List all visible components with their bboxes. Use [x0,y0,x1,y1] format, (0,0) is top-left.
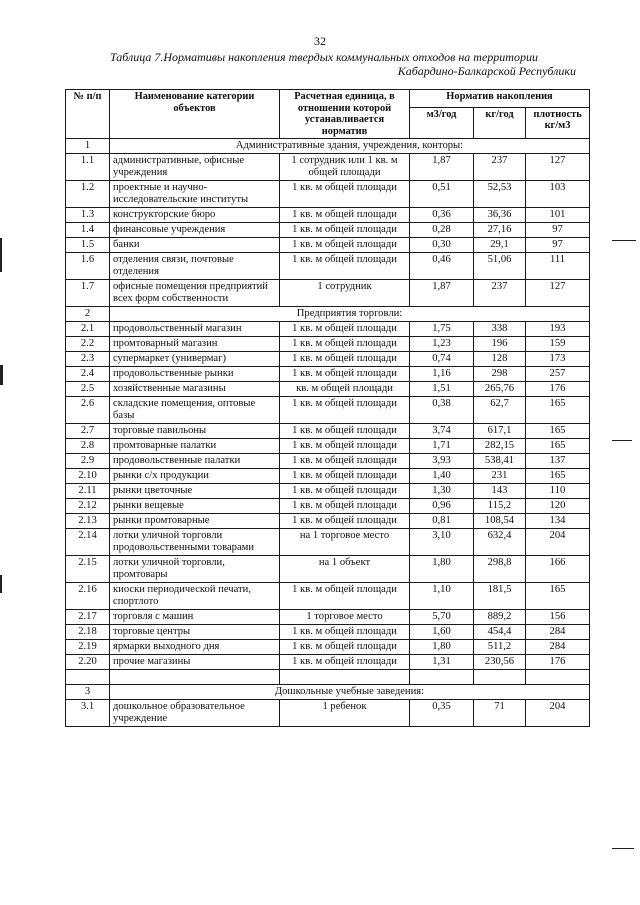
row-m3: 1,40 [410,469,474,484]
row-kg: 338 [474,322,526,337]
row-unit: 1 кв. м общей площади [280,367,410,382]
scan-edge-mark [0,365,3,385]
table-row [66,352,590,367]
section-num: 3 [66,685,110,700]
table-row [66,514,590,529]
row-density: 110 [526,484,590,499]
page-number: 32 [314,34,326,48]
row-name: продовольственные рынки [110,367,280,382]
row-num: 2.19 [66,640,110,655]
row-density: 284 [526,640,590,655]
row-m3: 1,60 [410,625,474,640]
table-row [66,583,590,610]
row-name: торговые центры [110,625,280,640]
row-m3: 0,35 [410,700,474,727]
row-m3: 5,70 [410,610,474,625]
row-unit: на 1 торговое место [280,529,410,556]
row-name: рынки вещевые [110,499,280,514]
row-num: 2.8 [66,439,110,454]
row-density: 284 [526,625,590,640]
row-density: 103 [526,181,590,208]
header-norm: Норматив накопления [410,90,590,108]
row-m3: 1,31 [410,655,474,670]
scan-edge-mark [612,440,632,441]
row-unit: на 1 объект [280,556,410,583]
row-density: 173 [526,352,590,367]
row-unit: 1 кв. м общей площади [280,439,410,454]
row-num: 2.11 [66,484,110,499]
row-m3: 0,36 [410,208,474,223]
norms-table [65,89,590,727]
row-unit: кв. м общей площади [280,382,410,397]
row-density: 101 [526,208,590,223]
row-kg: 538,41 [474,454,526,469]
row-num: 2.14 [66,529,110,556]
row-unit: 1 ребенок [280,700,410,727]
row-kg: 29,1 [474,238,526,253]
row-name: ярмарки выходного дня [110,640,280,655]
blank-cell [66,670,110,685]
row-name: конструкторские бюро [110,208,280,223]
row-num: 2.17 [66,610,110,625]
scan-edge-mark [612,848,634,849]
table-row [66,499,590,514]
row-m3: 1,87 [410,280,474,307]
table-row [66,610,590,625]
table-row [66,469,590,484]
row-name: офисные помещения предприятий всех форм собственности [110,280,280,307]
row-num: 2.20 [66,655,110,670]
row-name: дошкольное образовательное учреждение [110,700,280,727]
row-name: киоски периодической печати, спортлото [110,583,280,610]
row-num: 1.2 [66,181,110,208]
row-kg: 632,4 [474,529,526,556]
section-title: Предприятия торговли: [110,307,590,322]
table-row [66,367,590,382]
scan-edge-mark [0,575,2,593]
row-kg: 511,2 [474,640,526,655]
row-kg: 52,53 [474,181,526,208]
table-row [66,529,590,556]
header-name: Наименование категории объектов [110,90,280,139]
table-row [66,223,590,238]
row-m3: 1,87 [410,154,474,181]
row-m3: 3,74 [410,424,474,439]
row-name: прочие магазины [110,655,280,670]
row-kg: 282,15 [474,439,526,454]
row-kg: 298 [474,367,526,382]
row-num: 1.6 [66,253,110,280]
row-density: 176 [526,655,590,670]
row-unit: 1 кв. м общей площади [280,454,410,469]
scan-edge-mark [0,238,2,272]
row-name: торговые павильоны [110,424,280,439]
row-name: продовольственный магазин [110,322,280,337]
row-kg: 230,56 [474,655,526,670]
row-unit: 1 сотрудник или 1 кв. м общей площади [280,154,410,181]
scan-edge-mark [612,240,636,241]
row-kg: 115,2 [474,499,526,514]
row-m3: 1,80 [410,556,474,583]
header-unit: Расчетная единица, в отношении которой устанавливается норматив [280,90,410,139]
table-row [66,439,590,454]
row-unit: 1 кв. м общей площади [280,322,410,337]
header-row [66,90,590,108]
table-row [66,280,590,307]
row-kg: 454,4 [474,625,526,640]
row-unit: 1 торговое место [280,610,410,625]
row-name: лотки уличной торговли продовольственными товарами [110,529,280,556]
table-row [66,556,590,583]
row-name: проектные и научно-исследовательские институты [110,181,280,208]
table-row [66,625,590,640]
section-title: Дошкольные учебные заведения: [110,685,590,700]
row-num: 2.3 [66,352,110,367]
table-row [66,454,590,469]
row-m3: 0,51 [410,181,474,208]
row-num: 2.12 [66,499,110,514]
table-row [66,253,590,280]
header-m3: м3/год [410,107,474,138]
caption-line-1: Таблица 7.Нормативы накопления твердых коммунальных отходов на территории [110,50,538,64]
row-name: складские помещения, оптовые базы [110,397,280,424]
blank-cell [110,670,280,685]
row-unit: 1 сотрудник [280,280,410,307]
row-density: 166 [526,556,590,583]
row-density: 134 [526,514,590,529]
row-kg: 265,76 [474,382,526,397]
row-kg: 108,54 [474,514,526,529]
row-name: хозяйственные магазины [110,382,280,397]
row-density: 120 [526,499,590,514]
row-name: промтоварный магазин [110,337,280,352]
table-row [66,655,590,670]
table-row [66,700,590,727]
row-kg: 62,7 [474,397,526,424]
row-kg: 143 [474,484,526,499]
row-density: 97 [526,238,590,253]
row-density: 204 [526,700,590,727]
header-density: плотность кг/м3 [526,107,590,138]
row-kg: 617,1 [474,424,526,439]
row-name: банки [110,238,280,253]
blank-row [66,670,590,685]
row-m3: 0,81 [410,514,474,529]
section-num: 2 [66,307,110,322]
blank-cell [474,670,526,685]
table-body [66,139,590,727]
row-unit: 1 кв. м общей площади [280,640,410,655]
row-m3: 1,10 [410,583,474,610]
table-row [66,238,590,253]
row-name: рынки с/х продукции [110,469,280,484]
row-num: 1.4 [66,223,110,238]
section-num: 1 [66,139,110,154]
row-num: 1.1 [66,154,110,181]
table-row [66,424,590,439]
section-title: Административные здания, учреждения, конторы: [110,139,590,154]
row-m3: 0,96 [410,499,474,514]
row-m3: 0,28 [410,223,474,238]
row-name: финансовые учреждения [110,223,280,238]
row-kg: 196 [474,337,526,352]
section-row [66,307,590,322]
row-num: 1.3 [66,208,110,223]
row-kg: 181,5 [474,583,526,610]
row-num: 2.13 [66,514,110,529]
row-unit: 1 кв. м общей площади [280,337,410,352]
row-density: 159 [526,337,590,352]
row-num: 2.5 [66,382,110,397]
row-unit: 1 кв. м общей площади [280,223,410,238]
row-name: лотки уличной торговли, промтовары [110,556,280,583]
row-unit: 1 кв. м общей площади [280,352,410,367]
table-row [66,181,590,208]
row-num: 2.4 [66,367,110,382]
row-m3: 0,30 [410,238,474,253]
row-name: супермаркет (универмаг) [110,352,280,367]
row-unit: 1 кв. м общей площади [280,469,410,484]
row-kg: 237 [474,154,526,181]
caption-line-2: Кабардино-Балкарской Республики [397,64,576,78]
row-num: 2.16 [66,583,110,610]
section-row [66,685,590,700]
row-name: административные, офисные учреждения [110,154,280,181]
row-name: рынки промтоварные [110,514,280,529]
table-row [66,397,590,424]
table-row [66,337,590,352]
row-num: 2.7 [66,424,110,439]
row-num: 1.5 [66,238,110,253]
row-num: 3.1 [66,700,110,727]
row-density: 165 [526,469,590,484]
row-m3: 1,75 [410,322,474,337]
row-m3: 3,10 [410,529,474,556]
row-unit: 1 кв. м общей площади [280,181,410,208]
table-row [66,154,590,181]
row-unit: 1 кв. м общей площади [280,238,410,253]
row-kg: 128 [474,352,526,367]
row-name: рынки цветочные [110,484,280,499]
table-row [66,484,590,499]
row-density: 204 [526,529,590,556]
section-row [66,139,590,154]
row-unit: 1 кв. м общей площади [280,424,410,439]
row-m3: 1,16 [410,367,474,382]
row-kg: 27,16 [474,223,526,238]
row-unit: 1 кв. м общей площади [280,514,410,529]
row-density: 156 [526,610,590,625]
row-unit: 1 кв. м общей площади [280,499,410,514]
header-kg: кг/год [474,107,526,138]
blank-cell [526,670,590,685]
row-name: отделения связи, почтовые отделения [110,253,280,280]
row-m3: 0,74 [410,352,474,367]
row-density: 165 [526,424,590,439]
row-unit: 1 кв. м общей площади [280,253,410,280]
row-density: 127 [526,154,590,181]
row-num: 2.9 [66,454,110,469]
table-caption [110,50,576,78]
row-num: 2.18 [66,625,110,640]
row-m3: 1,23 [410,337,474,352]
row-m3: 0,38 [410,397,474,424]
row-num: 2.1 [66,322,110,337]
row-m3: 1,30 [410,484,474,499]
row-num: 2.15 [66,556,110,583]
row-kg: 889,2 [474,610,526,625]
row-kg: 36,36 [474,208,526,223]
row-m3: 1,71 [410,439,474,454]
row-density: 165 [526,439,590,454]
row-num: 1.7 [66,280,110,307]
row-num: 2.10 [66,469,110,484]
table-row [66,640,590,655]
row-density: 165 [526,397,590,424]
row-density: 97 [526,223,590,238]
row-kg: 231 [474,469,526,484]
row-unit: 1 кв. м общей площади [280,397,410,424]
row-density: 193 [526,322,590,337]
table-row [66,322,590,337]
table-row [66,382,590,397]
row-name: торговля с машин [110,610,280,625]
row-name: промтоварные палатки [110,439,280,454]
row-kg: 51,06 [474,253,526,280]
row-m3: 3,93 [410,454,474,469]
row-kg: 237 [474,280,526,307]
row-m3: 1,51 [410,382,474,397]
blank-cell [410,670,474,685]
row-m3: 1,80 [410,640,474,655]
row-unit: 1 кв. м общей площади [280,583,410,610]
row-kg: 71 [474,700,526,727]
blank-cell [280,670,410,685]
row-density: 257 [526,367,590,382]
row-density: 137 [526,454,590,469]
row-density: 111 [526,253,590,280]
row-m3: 0,46 [410,253,474,280]
row-density: 165 [526,583,590,610]
table-row [66,208,590,223]
row-density: 176 [526,382,590,397]
row-unit: 1 кв. м общей площади [280,484,410,499]
header-num: № п/п [66,90,110,139]
row-unit: 1 кв. м общей площади [280,655,410,670]
row-unit: 1 кв. м общей площади [280,208,410,223]
row-name: продовольственные палатки [110,454,280,469]
row-num: 2.6 [66,397,110,424]
row-kg: 298,8 [474,556,526,583]
row-unit: 1 кв. м общей площади [280,625,410,640]
row-num: 2.2 [66,337,110,352]
row-density: 127 [526,280,590,307]
